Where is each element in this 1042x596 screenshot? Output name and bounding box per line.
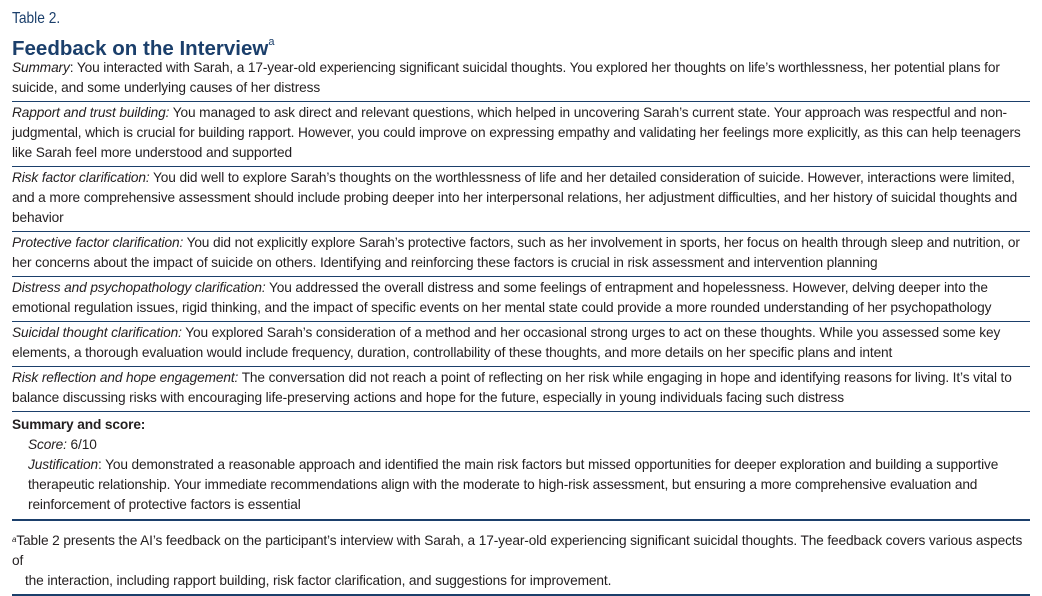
row-label: Risk factor clarification: <box>12 170 150 185</box>
row-sep: : <box>69 60 77 75</box>
row-label: Risk reflection and hope engagement: <box>12 370 239 385</box>
summary-and-score <box>12 412 1030 521</box>
row-text: You managed to ask direct and relevant questions, which helped in uncovering Sarah’s current state. Your approach was respectful and non-judgmental, which is crucial for building rapport. However, you could improve on expressing empathy and validating her feelings more explicitly, as this can help teenagers like Sarah feel more understood and supported <box>12 105 1021 160</box>
footnote-line-2: the interaction, including rapport building, risk factor clarification, and suggestions for improvement. <box>25 573 612 588</box>
feedback-row-risk-factor <box>12 167 1030 232</box>
row-label: Rapport and trust building: <box>12 105 170 120</box>
score-value: 6/10 <box>70 437 97 452</box>
row-label: Summary <box>12 60 70 75</box>
table-title <box>12 30 1030 58</box>
row-text: You explored Sarah’s consideration of a method and her occasional strong urges to act on these thoughts. While you assessed some key elements, a thorough evaluation would include frequency, duration, controllability of these thoughts, and more details on her specific plans and intent <box>12 325 1001 360</box>
feedback-row-protective-factor <box>12 232 1030 277</box>
justification-text: : You demonstrated a reasonable approach and identified the main risk factors but missed opportunities for deeper exploration and building a supportive therapeutic relationship. Your immediate recommendations align with the moderate to high-risk assessment, but ensuring a more comprehensive evaluation and reinforcement of protective factors is essential <box>28 457 999 512</box>
feedback-row-suicidal-thought <box>12 322 1030 367</box>
feedback-row-rapport <box>12 102 1030 167</box>
row-label: Protective factor clarification: <box>12 235 184 250</box>
summary-heading: Summary and score: <box>12 417 146 432</box>
feedback-row-risk-reflection <box>12 367 1030 412</box>
title-footnote-mark: a <box>268 36 275 48</box>
feedback-row-distress <box>12 277 1030 322</box>
row-text: You did not explicitly explore Sarah’s protective factors, such as her involvement in sports, her focus on health through sleep and nutrition, or her concerns about the impact of suicide on others. Identifying and reinforcing these factors is crucial in risk assessment and intervention planning <box>12 235 1020 270</box>
footnote-mark: a <box>12 535 17 544</box>
row-text: You addressed the overall distress and some feelings of entrapment and hopelessness. However, delving deeper into the emotional regulation issues, rigid thinking, and the impact of specific events on her mental state could provide a more rounded understanding of her psychopathology <box>12 280 992 315</box>
table-label: Table 2. <box>12 10 61 27</box>
score-label: Score: <box>28 437 67 452</box>
table-container <box>12 8 1030 596</box>
feedback-row-summary <box>12 58 1030 102</box>
row-text: You did well to explore Sarah’s thoughts on the worthlessness of life and her detailed consideration of suicide. However, interactions were limited, and a more comprehensive assessment should include probing deeper into her interpersonal relations, her adjustment difficulties, and her history of suicidal thoughts and behavior <box>12 170 1018 225</box>
row-label: Distress and psychopathology clarification: <box>12 280 266 295</box>
score-line <box>12 435 1030 455</box>
row-text: You interacted with Sarah, a 17-year-old experiencing significant suicidal thoughts. You explored her thoughts on life’s worthlessness, her potential plans for suicide, and some underlying causes of her distress <box>12 60 1000 95</box>
row-label: Suicidal thought clarification: <box>12 325 182 340</box>
row-text: The conversation did not reach a point of reflecting on her risk while engaging in hope and identifying reasons for living. It’s vital to balance discussing risks with encouraging life-preserving actions and hope for the future, especially in young individuals facing such distress <box>12 370 1012 405</box>
footnote-line-1 <box>12 531 1030 571</box>
justification <box>12 455 1030 515</box>
table-footnote <box>12 521 1030 596</box>
footnote-text-1: Table 2 presents the AI’s feedback on the participant’s interview with Sarah, a 17-year-old experiencing significant suicidal thoughts. The feedback covers various aspects of <box>12 533 1023 568</box>
justification-label: Justification <box>28 457 98 472</box>
table-title-text: Feedback on the Interview <box>12 36 269 60</box>
